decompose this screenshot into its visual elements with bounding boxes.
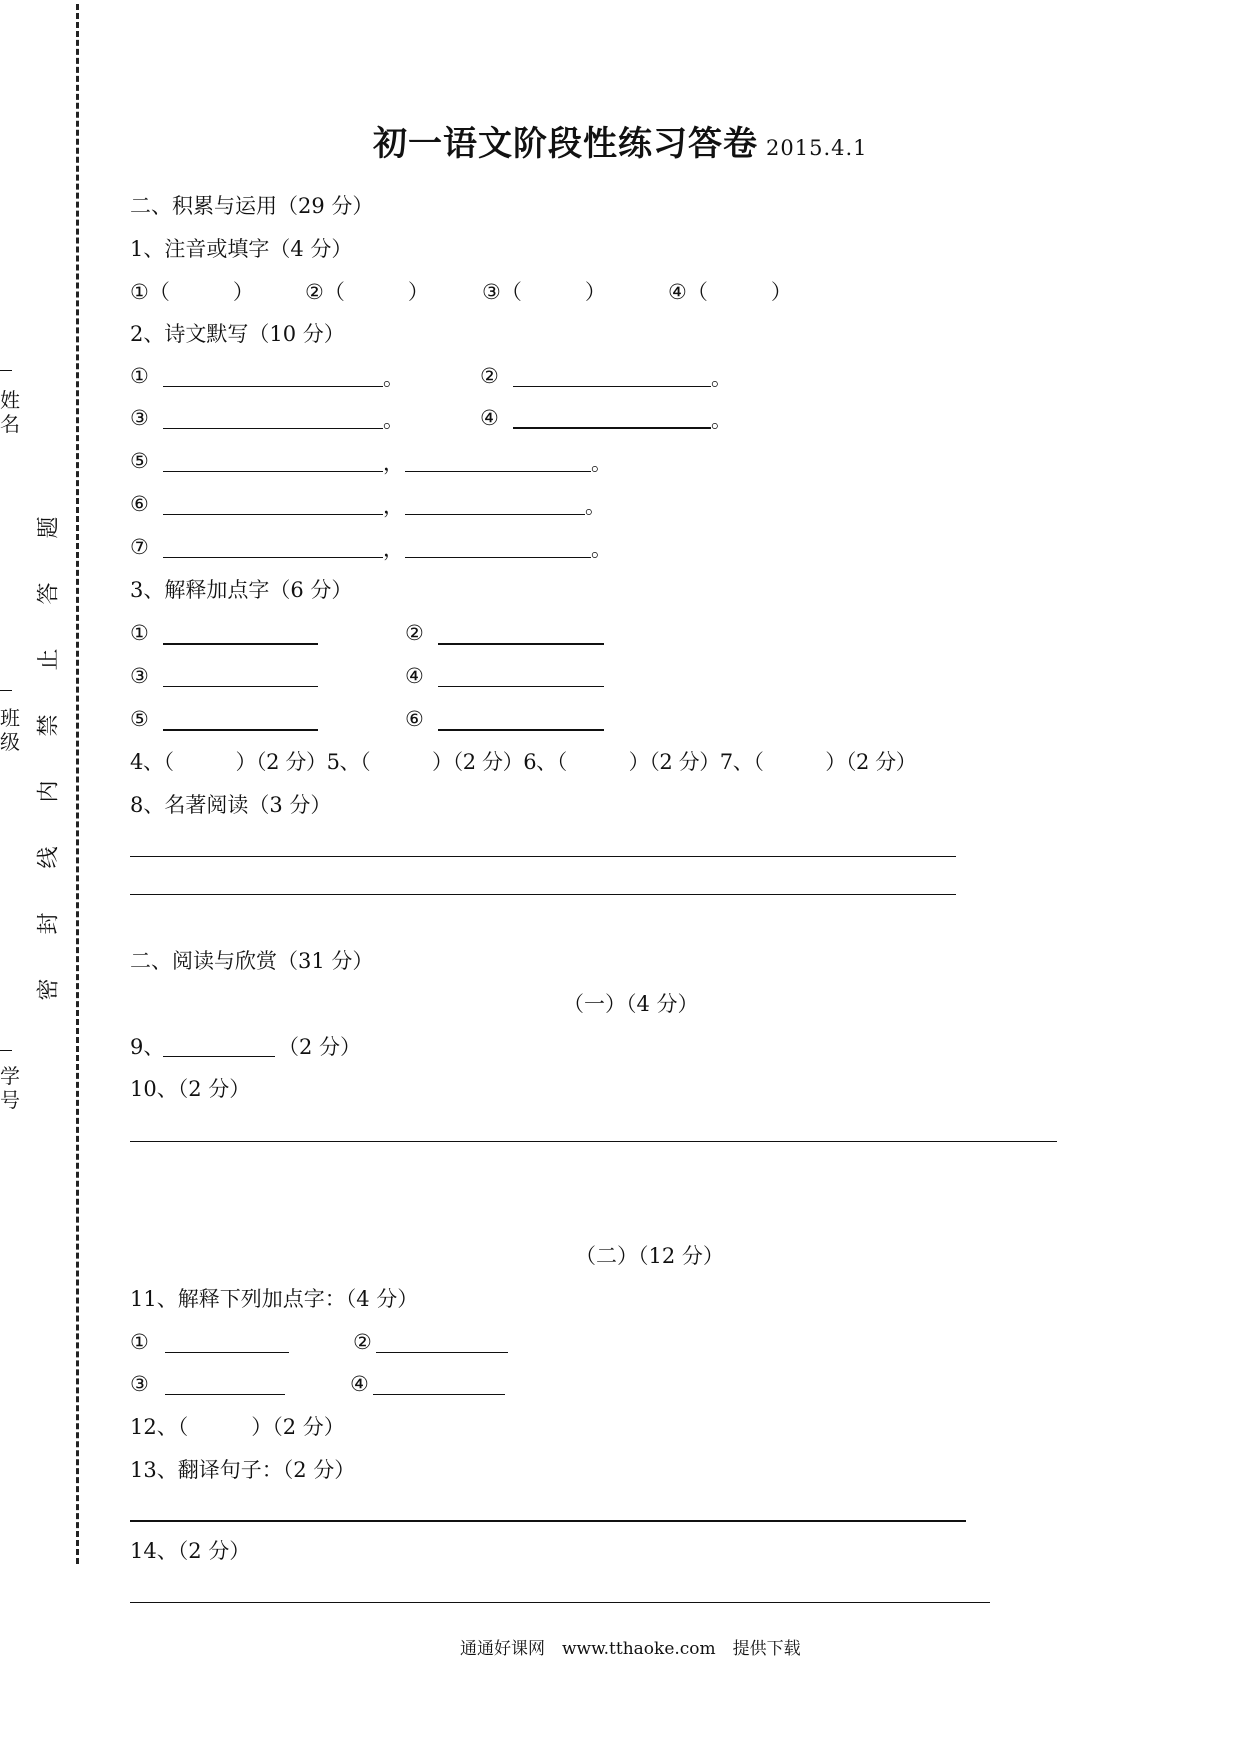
q2-mark: ④ <box>480 406 499 430</box>
answer-line[interactable] <box>163 471 383 472</box>
q1-label: 1、注音或填字（4 分） <box>130 237 353 261</box>
answer-line[interactable] <box>130 1602 990 1603</box>
answer-line[interactable] <box>130 1141 1057 1142</box>
binding-dashed-line <box>76 4 79 1564</box>
answer-line[interactable] <box>163 686 318 687</box>
q11-label: 11、解释下列加点字：（4 分） <box>130 1287 419 1311</box>
answer-line[interactable] <box>438 643 604 645</box>
answer-line[interactable] <box>165 1394 285 1395</box>
section-heading: （一）（4 分） <box>563 992 699 1016</box>
q11-mark: ④ <box>350 1372 369 1396</box>
seal-char: 禁 <box>36 714 62 737</box>
answer-line[interactable] <box>405 471 591 472</box>
answer-line[interactable] <box>130 894 956 895</box>
q2-comma: ， <box>383 494 404 518</box>
q2-period: 。 <box>591 451 612 475</box>
answer-line[interactable] <box>163 643 318 645</box>
q2-mark: ⑦ <box>130 535 149 559</box>
q1-item: ②（ ） <box>305 280 429 304</box>
part2-heading: 二、阅读与欣赏（31 分） <box>130 949 374 973</box>
margin-name-line <box>0 370 12 371</box>
seal-char: 封 <box>36 912 62 935</box>
margin-id-label: 学号 <box>0 1064 20 1112</box>
footer-text: 通通好课网 www.tthaoke.com 提供下载 <box>460 1639 801 1659</box>
section-heading: （二）（12 分） <box>575 1244 724 1268</box>
q2-mark: ⑤ <box>130 449 149 473</box>
q1-item: ④（ ） <box>668 280 792 304</box>
answer-line[interactable] <box>438 686 604 687</box>
seal-char: 题 <box>36 516 62 539</box>
q11-mark: ② <box>353 1330 372 1354</box>
q1-item: ③（ ） <box>482 280 606 304</box>
q2-label: 2、诗文默写（10 分） <box>130 322 345 346</box>
title-text: 初一语文阶段性练习答卷 <box>373 124 758 164</box>
answer-line[interactable] <box>163 428 383 429</box>
seal-char: 密 <box>36 978 62 1001</box>
margin-class-line <box>0 690 12 691</box>
seal-char: 线 <box>36 846 62 869</box>
answer-line[interactable] <box>130 1520 966 1522</box>
seal-char: 答 <box>36 582 62 605</box>
q10-label: 10、（2 分） <box>130 1077 251 1101</box>
q9-score: （2 分） <box>278 1035 362 1059</box>
answer-line[interactable] <box>376 1352 508 1353</box>
q2-comma: ， <box>383 451 404 475</box>
q11-mark: ① <box>130 1330 149 1354</box>
q2-period: 。 <box>585 494 606 518</box>
title-date: 2015.4.1 <box>766 136 868 160</box>
part1-heading: 二、积累与运用（29 分） <box>130 194 374 218</box>
q2-period: 。 <box>383 408 404 432</box>
q1-item: ①（ ） <box>130 280 254 304</box>
q9-label: 9、 <box>130 1035 165 1059</box>
answer-line[interactable] <box>513 427 711 429</box>
q2-period: 。 <box>591 537 612 561</box>
q3-mark: ③ <box>130 664 149 688</box>
answer-line[interactable] <box>513 386 711 387</box>
q2-mark: ⑥ <box>130 492 149 516</box>
answer-line[interactable] <box>163 729 318 731</box>
q3-label: 3、解释加点字（6 分） <box>130 578 353 602</box>
q3-mark: ⑥ <box>405 707 424 731</box>
q11-mark: ③ <box>130 1372 149 1396</box>
answer-line[interactable] <box>165 1352 289 1353</box>
q12-line: 12、（ ）（2 分） <box>130 1415 345 1439</box>
q2-period: 。 <box>383 366 404 390</box>
q2-comma: ， <box>383 537 404 561</box>
answer-line[interactable] <box>163 1056 275 1057</box>
margin-id-line <box>0 1050 12 1051</box>
q2-mark: ② <box>480 364 499 388</box>
q4-7-line: 4、（ ）（2 分）5、（ ）（2 分）6、（ ）（2 分）7、（ ）（2 分） <box>130 750 917 774</box>
answer-line[interactable] <box>163 514 383 515</box>
margin-name-label: 姓名 <box>0 388 20 436</box>
q8-label: 8、名著阅读（3 分） <box>130 793 332 817</box>
answer-line[interactable] <box>405 557 591 558</box>
seal-char: 止 <box>36 648 62 671</box>
page-title <box>373 122 868 170</box>
q13-label: 13、翻译句子：（2 分） <box>130 1458 356 1482</box>
q14-label: 14、（2 分） <box>130 1539 251 1563</box>
q2-period: 。 <box>711 408 732 432</box>
q3-mark: ② <box>405 621 424 645</box>
answer-line[interactable] <box>373 1394 505 1395</box>
q3-mark: ④ <box>405 664 424 688</box>
q2-mark: ① <box>130 364 149 388</box>
answer-line[interactable] <box>163 557 383 558</box>
answer-line[interactable] <box>438 729 604 731</box>
q3-mark: ① <box>130 621 149 645</box>
q2-mark: ③ <box>130 406 149 430</box>
answer-line[interactable] <box>405 514 585 515</box>
q3-mark: ⑤ <box>130 707 149 731</box>
margin-class-label: 班级 <box>0 706 20 754</box>
seal-char: 内 <box>36 780 62 803</box>
q2-period: 。 <box>711 366 732 390</box>
answer-line[interactable] <box>130 856 956 857</box>
answer-line[interactable] <box>163 386 383 387</box>
